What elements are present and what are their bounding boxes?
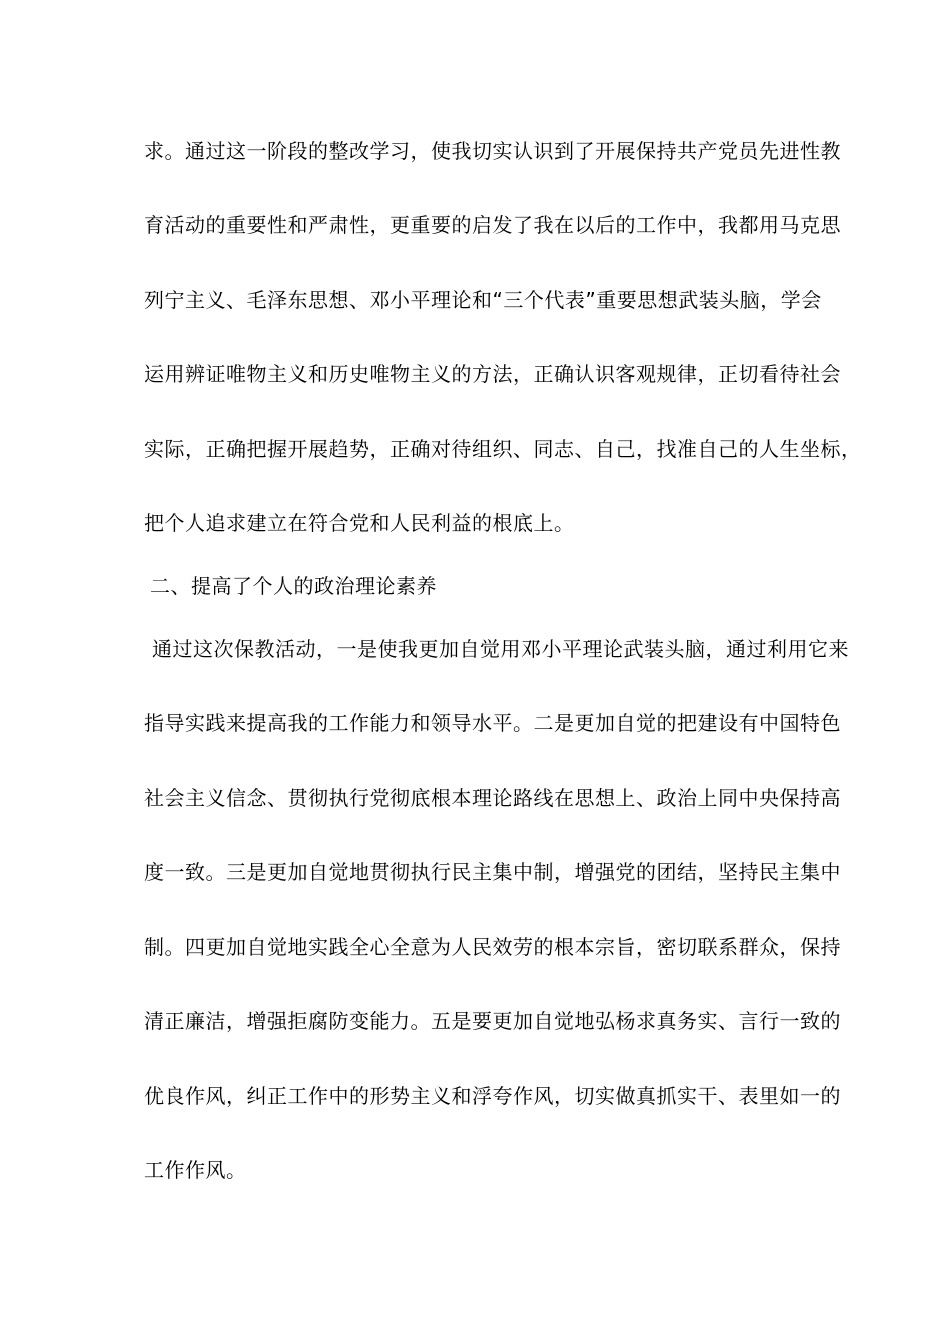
text-line: 度一致。三是更加自觉地贯彻执行民主集中制，增强党的团结，坚持民主集中 <box>144 860 841 884</box>
text-line: 运用辨证唯物主义和历史唯物主义的方法，正确认识客观规律，正切看待社会 <box>144 362 841 386</box>
section-heading: 二、提高了个人的政治理论素养 <box>150 574 437 598</box>
text-line: 通过这次保教活动，一是使我更加自觉用邓小平理论武装头脑，通过利用它来 <box>152 637 849 661</box>
text-line: 把个人追求建立在符合党和人民利益的根底上。 <box>144 511 575 535</box>
text-line: 列宁主义、毛泽东思想、邓小平理论和“三个代表”重要思想武装头脑，学会 <box>144 288 822 312</box>
text-line: 工作作风。 <box>144 1158 247 1182</box>
text-line: 制。四更加自觉地实践全心全意为人民效劳的根本宗旨，密切联系群众，保持 <box>144 935 841 959</box>
text-line: 实际，正确把握开展趋势，正确对待组织、同志、自己，找准自己的人生坐标， <box>144 437 862 461</box>
text-line: 优良作风，纠正工作中的形势主义和浮夸作风，切实做真抓实干、表里如一的 <box>144 1084 841 1108</box>
text-line: 清正廉洁，增强拒腐防变能力。五是要更加自觉地弘杨求真务实、言行一致的 <box>144 1009 841 1033</box>
text-line: 社会主义信念、贯彻执行党彻底根本理论路线在思想上、政治上同中央保持高 <box>144 786 841 810</box>
text-line: 指导实践来提高我的工作能力和领导水平。二是更加自觉的把建设有中国特色 <box>144 711 841 735</box>
text-line: 求。通过这一阶段的整改学习，使我切实认识到了开展保持共产党员先进性教 <box>144 139 841 163</box>
text-line: 育活动的重要性和严肃性，更重要的启发了我在以后的工作中，我都用马克思 <box>144 213 841 237</box>
